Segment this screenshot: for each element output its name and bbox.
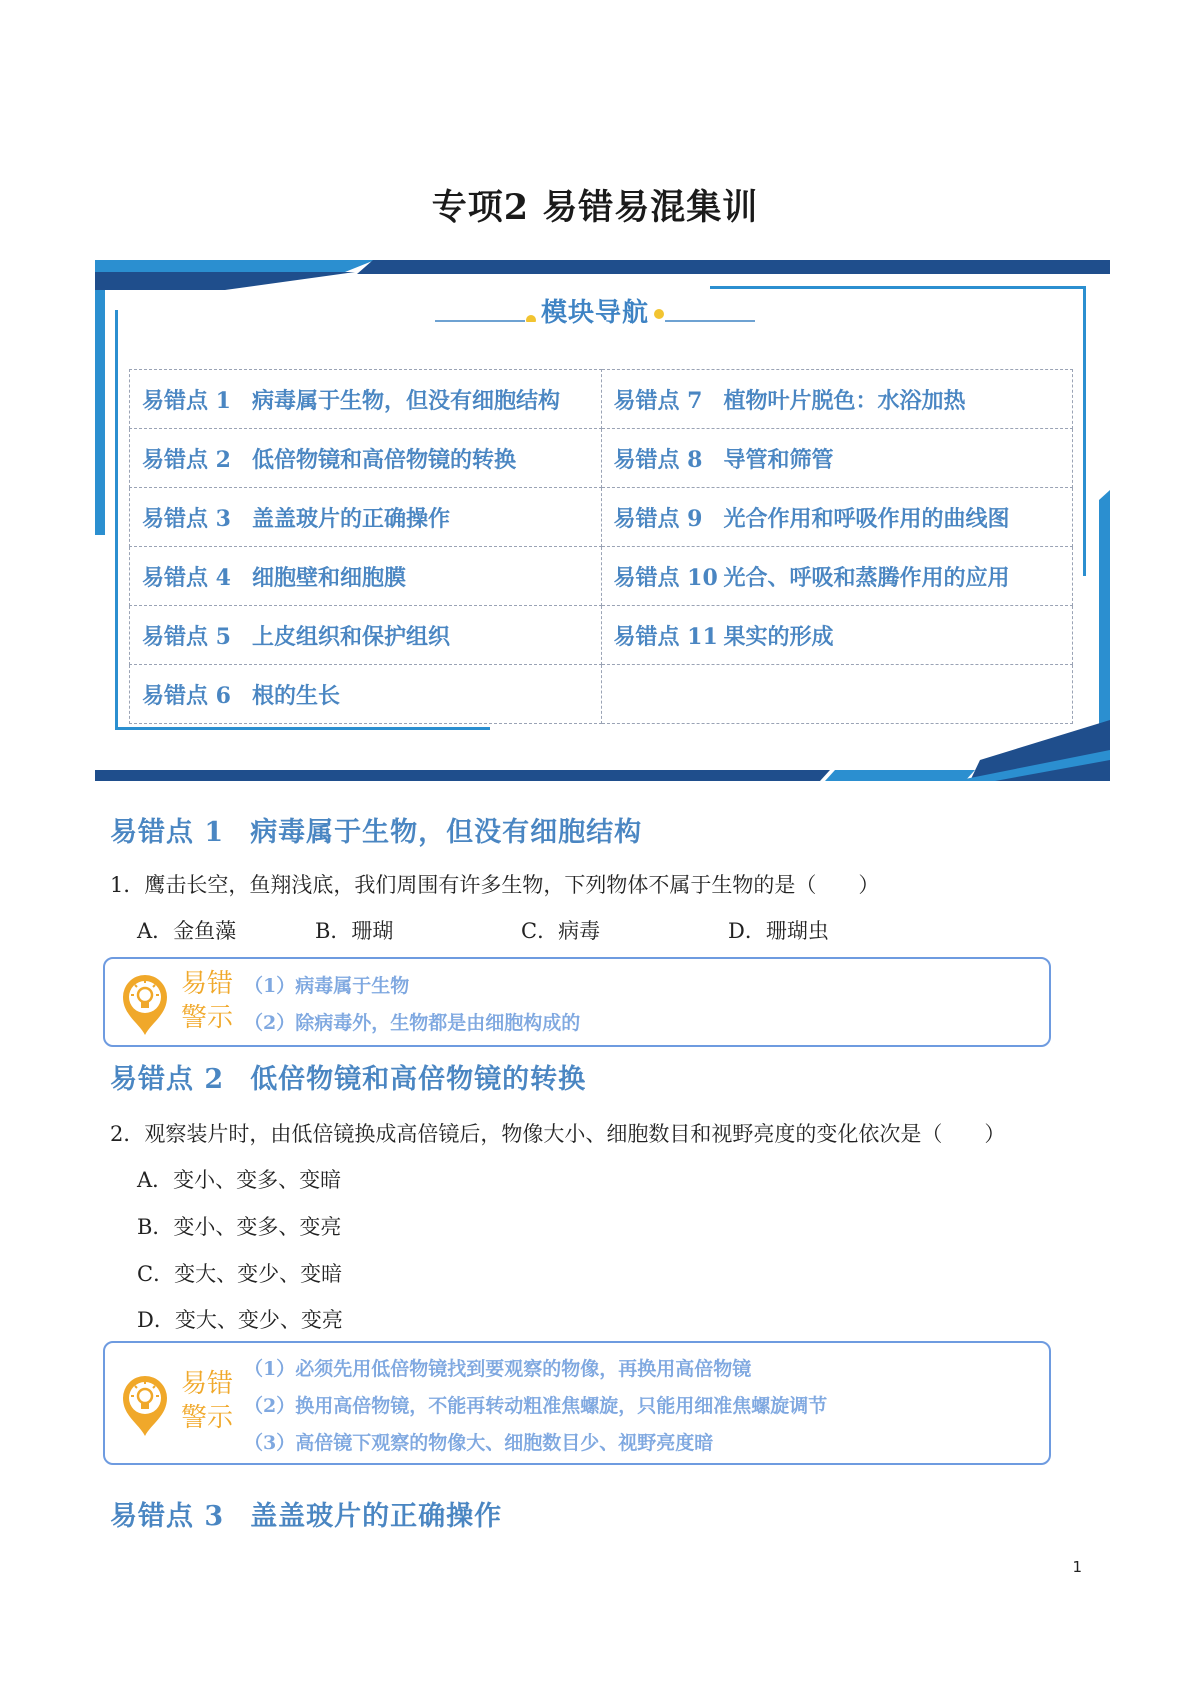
- nav-item-num: 易错点 6: [142, 682, 231, 709]
- nav-table: [129, 369, 1073, 724]
- option-b[interactable]: B．变小、变多、变亮: [137, 1215, 342, 1239]
- option-d[interactable]: D．珊瑚虫: [728, 919, 829, 943]
- section-heading-text: 低倍物镜和高倍物镜的转换: [250, 1064, 587, 1095]
- nav-item[interactable]: [130, 429, 602, 488]
- nav-item-num: 易错点 11: [613, 623, 718, 650]
- nav-item-text: 光合、呼吸和蒸腾作用的应用: [723, 564, 1010, 591]
- nav-item-text: 病毒属于生物，但没有细胞结构: [252, 387, 561, 414]
- nav-row: [130, 606, 1073, 665]
- section-heading-num: 易错点 2: [110, 1064, 225, 1095]
- tip-line: （1）必须先用低倍物镜找到要观察的物像，再换用高倍物镜: [244, 1358, 752, 1380]
- nav-item-num: 易错点 9: [613, 505, 703, 532]
- page-title: 专项2 易错易混集训: [431, 187, 759, 228]
- nav-row: [130, 665, 1073, 724]
- nav-item[interactable]: [601, 370, 1073, 429]
- nav-item[interactable]: [601, 606, 1073, 665]
- nav-item[interactable]: [601, 429, 1073, 488]
- option-b[interactable]: B．珊瑚: [315, 919, 394, 943]
- option-a[interactable]: A．金鱼藻: [137, 919, 237, 943]
- nav-item-text: 导管和筛管: [723, 446, 834, 473]
- tip-line: （3）高倍镜下观察的物像大、细胞数目少、视野亮度暗: [244, 1432, 714, 1454]
- nav-item[interactable]: [130, 606, 602, 665]
- section-heading-num: 易错点 3: [110, 1501, 225, 1532]
- option-c[interactable]: C．变大、变少、变暗: [137, 1262, 343, 1286]
- nav-item-text: 植物叶片脱色：水浴加热: [723, 387, 966, 414]
- nav-item-num: 易错点 8: [613, 446, 703, 473]
- nav-item[interactable]: [130, 547, 602, 606]
- nav-item-empty: [601, 665, 1073, 724]
- nav-item[interactable]: [130, 488, 602, 547]
- section-heading-text: 盖盖玻片的正确操作: [250, 1501, 503, 1532]
- nav-item-text: 盖盖玻片的正确操作: [252, 505, 451, 532]
- question-text: 1．鹰击长空，鱼翔浅底，我们周围有许多生物，下列物体不属于生物的是（ ）: [110, 873, 880, 897]
- nav-heading-decoration: [435, 292, 755, 322]
- page-number: 1: [1072, 1558, 1082, 1576]
- nav-heading: 模块导航: [540, 298, 649, 328]
- section-heading: [110, 810, 642, 849]
- nav-item-num: 易错点 1: [142, 387, 231, 414]
- section-heading: [110, 1494, 502, 1533]
- nav-item-text: 根的生长: [252, 682, 341, 709]
- nav-row: [130, 429, 1073, 488]
- nav-item-text: 果实的形成: [723, 623, 834, 650]
- tip-box: [103, 957, 1051, 1047]
- nav-item-num: 易错点 10: [613, 564, 718, 591]
- nav-row: [130, 547, 1073, 606]
- section-heading-num: 易错点 1: [110, 817, 225, 848]
- nav-item[interactable]: [130, 665, 602, 724]
- lightbulb-icon: [119, 1372, 171, 1438]
- nav-row: [130, 488, 1073, 547]
- nav-item-text: 光合作用和呼吸作用的曲线图: [723, 505, 1010, 532]
- tip-label-1: 易错: [181, 1369, 234, 1399]
- nav-item-num: 易错点 4: [142, 564, 231, 591]
- nav-item-text: 低倍物镜和高倍物镜的转换: [252, 446, 517, 473]
- nav-item-num: 易错点 7: [613, 387, 703, 414]
- nav-item-num: 易错点 2: [142, 446, 231, 473]
- tip-label-2: 警示: [181, 1403, 234, 1433]
- tip-label-2: 警示: [181, 1003, 234, 1033]
- option-c[interactable]: C．病毒: [521, 919, 601, 943]
- tip-box: [103, 1341, 1051, 1465]
- tip-line: （1）病毒属于生物: [244, 975, 410, 997]
- tip-line: （2）除病毒外，生物都是由细胞构成的: [244, 1012, 581, 1034]
- section-heading-text: 病毒属于生物，但没有细胞结构: [250, 817, 643, 848]
- option-d[interactable]: D．变大、变少、变亮: [137, 1308, 343, 1332]
- nav-item[interactable]: [601, 488, 1073, 547]
- nav-heading-wrap: [0, 292, 1190, 329]
- nav-item-num: 易错点 3: [142, 505, 231, 532]
- nav-item-num: 易错点 5: [142, 623, 231, 650]
- nav-item[interactable]: [601, 547, 1073, 606]
- section-heading: [110, 1057, 586, 1096]
- tip-label-1: 易错: [181, 969, 234, 999]
- tip-line: （2）换用高倍物镜，不能再转动粗准焦螺旋，只能用细准焦螺旋调节: [244, 1395, 828, 1417]
- lightbulb-icon: [119, 971, 171, 1037]
- question-text: 2．观察装片时，由低倍镜换成高倍镜后，物像大小、细胞数目和视野亮度的变化依次是（ ）: [110, 1122, 1006, 1146]
- nav-row: [130, 370, 1073, 429]
- nav-item-text: 细胞壁和细胞膜: [252, 564, 407, 591]
- nav-item[interactable]: [130, 370, 602, 429]
- nav-item-text: 上皮组织和保护组织: [252, 623, 451, 650]
- option-a[interactable]: A．变小、变多、变暗: [137, 1168, 342, 1192]
